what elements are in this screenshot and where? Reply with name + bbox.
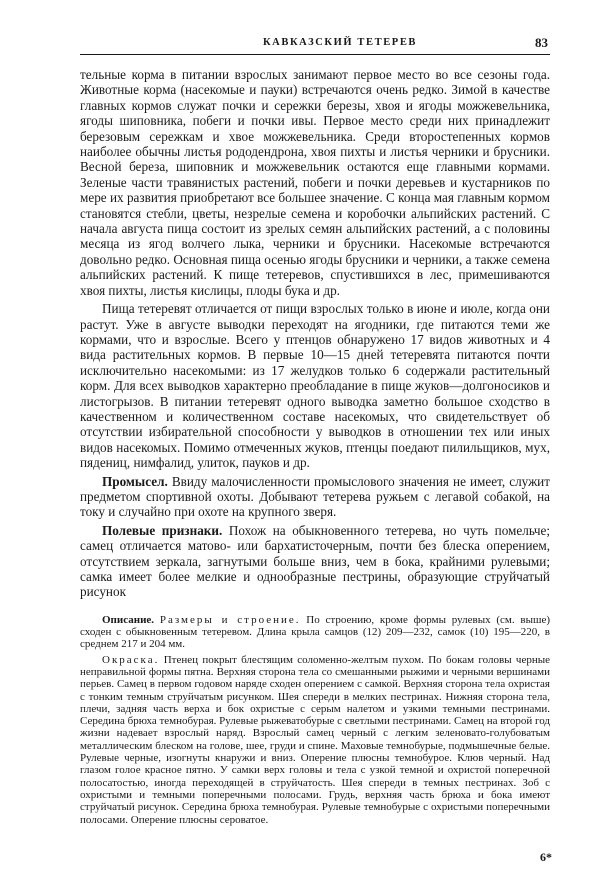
size-structure-heading: Размеры и строение. — [159, 613, 301, 626]
hunting-text: Ввиду малочисленности промыслового значения не имеет, служит предметом спортивной охоты. Добывают тетерева ружьем с легавой собакой, на току и случайно при охоте на крупного зверя. — [80, 473, 550, 520]
field-marks-text: Похож на обыкновенного тетерева, но чуть помельче; самец отличается матово- или бархатисточерным, почти без блеска оперением, отсутствием зеркала, загнутыми больше вниз, чем в бока, крайними рулевыми; самка имеет более мелкие и однообразные пестрины, образующие струйчатый рисунок — [80, 522, 550, 600]
running-head: КАВКАЗСКИЙ ТЕТЕРЕВ — [262, 37, 418, 48]
field-marks-heading: Полевые признаки. — [102, 522, 223, 538]
page-header — [80, 36, 550, 55]
coloration-text: Птенец покрыт блестящим соломенно-желтым пухом. По бокам головы черные неправильной формы пятна. Верхняя сторона тела со смешанными рыжими и черными вершинами перьев. Самец в первом годовом наряде сходен оперением с самкой. Верхняя сторона тела охристая с тонким темным струйчатым рисунком. Шея спереди в мелких пестринах. Нижняя сторона тела, плечи, задняя часть верха и бок охристые с серым налетом и узкими темными пестринами. Середина брюха темнобурая. Рулевые рыжеватобурые с светлыми пестринами. Самец на второй год жизни надевает взрослый наряд. Взрослый самец черный с легким зеленовато-голубоватым металлическим блеском на голове, шее, груди и спине. Маховые темнобурые, подмышечные белые. Рулевые черные, изогнуты кнаружи и вниз. Оперение плюсны темнобурое. Клюв черный. Над глазом голое красное пятно. У самки верх головы и тела с узкой темной и охристой поперечной полосатостью, иногда переходящей в струйчатость. Шея спереди в темных пестринах. Зоб с охристыми и темными поперечными полосами. Грудь, верхняя часть брюха и бока имеют струйчатый рисунок. Середина брюха темнобурая. Рулевые темнобурые с охристыми поперечными полосами. Оперение плюсны сероватое. — [80, 653, 550, 826]
size-structure-text: По строению, кроме формы рулевых (см. выше) сходен с обыкновенным тетеревом. Длина крыла самцов (12) 209—232, самок (10) 195—220, в среднем 217 и 204 мм. — [80, 613, 551, 651]
signature-mark: 6* — [540, 850, 552, 864]
description-heading: Описание. — [102, 613, 155, 626]
paragraph-feeding-adults: тельные корма в питании взрослых занимают первое место во все сезоны года. Животные корма (насекомые и пауки) встречаются очень редко. Зимой в качестве главных кормов служат почки и сережки березы, хвоя и ягоды можжевельника, ягоды шиповника, побеги и почки ивы. Первое место среди них принадлежит березовым сережкам и хвое можжевельника. Среди второстепенных кормов наиболее обычны листья рододендрона, хвоя пихты и листья черники и брусники. Весной береза, шиповник и можжевельник остаются еще главными кормами. Зеленые части травянистых растений, побеги и почки деревьев и кустарников по мере их развития приобретают все большее значение. С конца мая главным кормом становятся стебли, цветы, незрелые семена и коробочки альпийских растений. С начала августа пища состоит из зрелых семян альпийских растений, а с половины месяца из ягод волчего лыка, черники и брусники. Насекомые встречаются довольно редко. Основная пища осенью ягоды брусники и черники, а также семена альпийских растений. К пище тетеревов, спустившихся в лес, примешиваются хвоя пихты, листья кислицы, плоды бука и др. — [80, 67, 550, 298]
page-number: 83 — [535, 35, 548, 50]
main-text — [80, 67, 550, 600]
paragraph-hunting — [80, 474, 550, 520]
paragraph-size-structure — [80, 614, 550, 651]
paragraph-coloration — [80, 654, 550, 826]
paragraph-feeding-chicks: Пища тетеревят отличается от пищи взрослых только в июне и июле, когда они растут. Уже в августе выводки переходят на ягодники, где питаются теми же кормами, что и взрослые. Всего у птенцов обнаружено 17 видов животных и 4 вида растительных кормов. В первые 10—15 дней тетеревята питаются почти исключительно насекомыми: из 17 желудков только 6 содержали растительный корм. Для всех выводков характерно преобладание в пище жуков—долгоносиков и листогрызов. В питании тетеревят одного выводка заметно большое сходство в качественном и количественном составе насекомых, что свидетельствует об отсутствии избирательной способности у выводков в отношении тех или иных видов насекомых. Помимо отмеченных жуков, птенцы поедают пилильщиков, мух, пядениц, нимфалид, улиток, пауков и др. — [80, 301, 550, 471]
paragraph-field-marks — [80, 523, 550, 600]
description-section — [80, 614, 550, 826]
hunting-heading: Промысел. — [102, 473, 168, 489]
coloration-heading: Окраска. — [102, 653, 160, 666]
page-body — [80, 67, 550, 826]
